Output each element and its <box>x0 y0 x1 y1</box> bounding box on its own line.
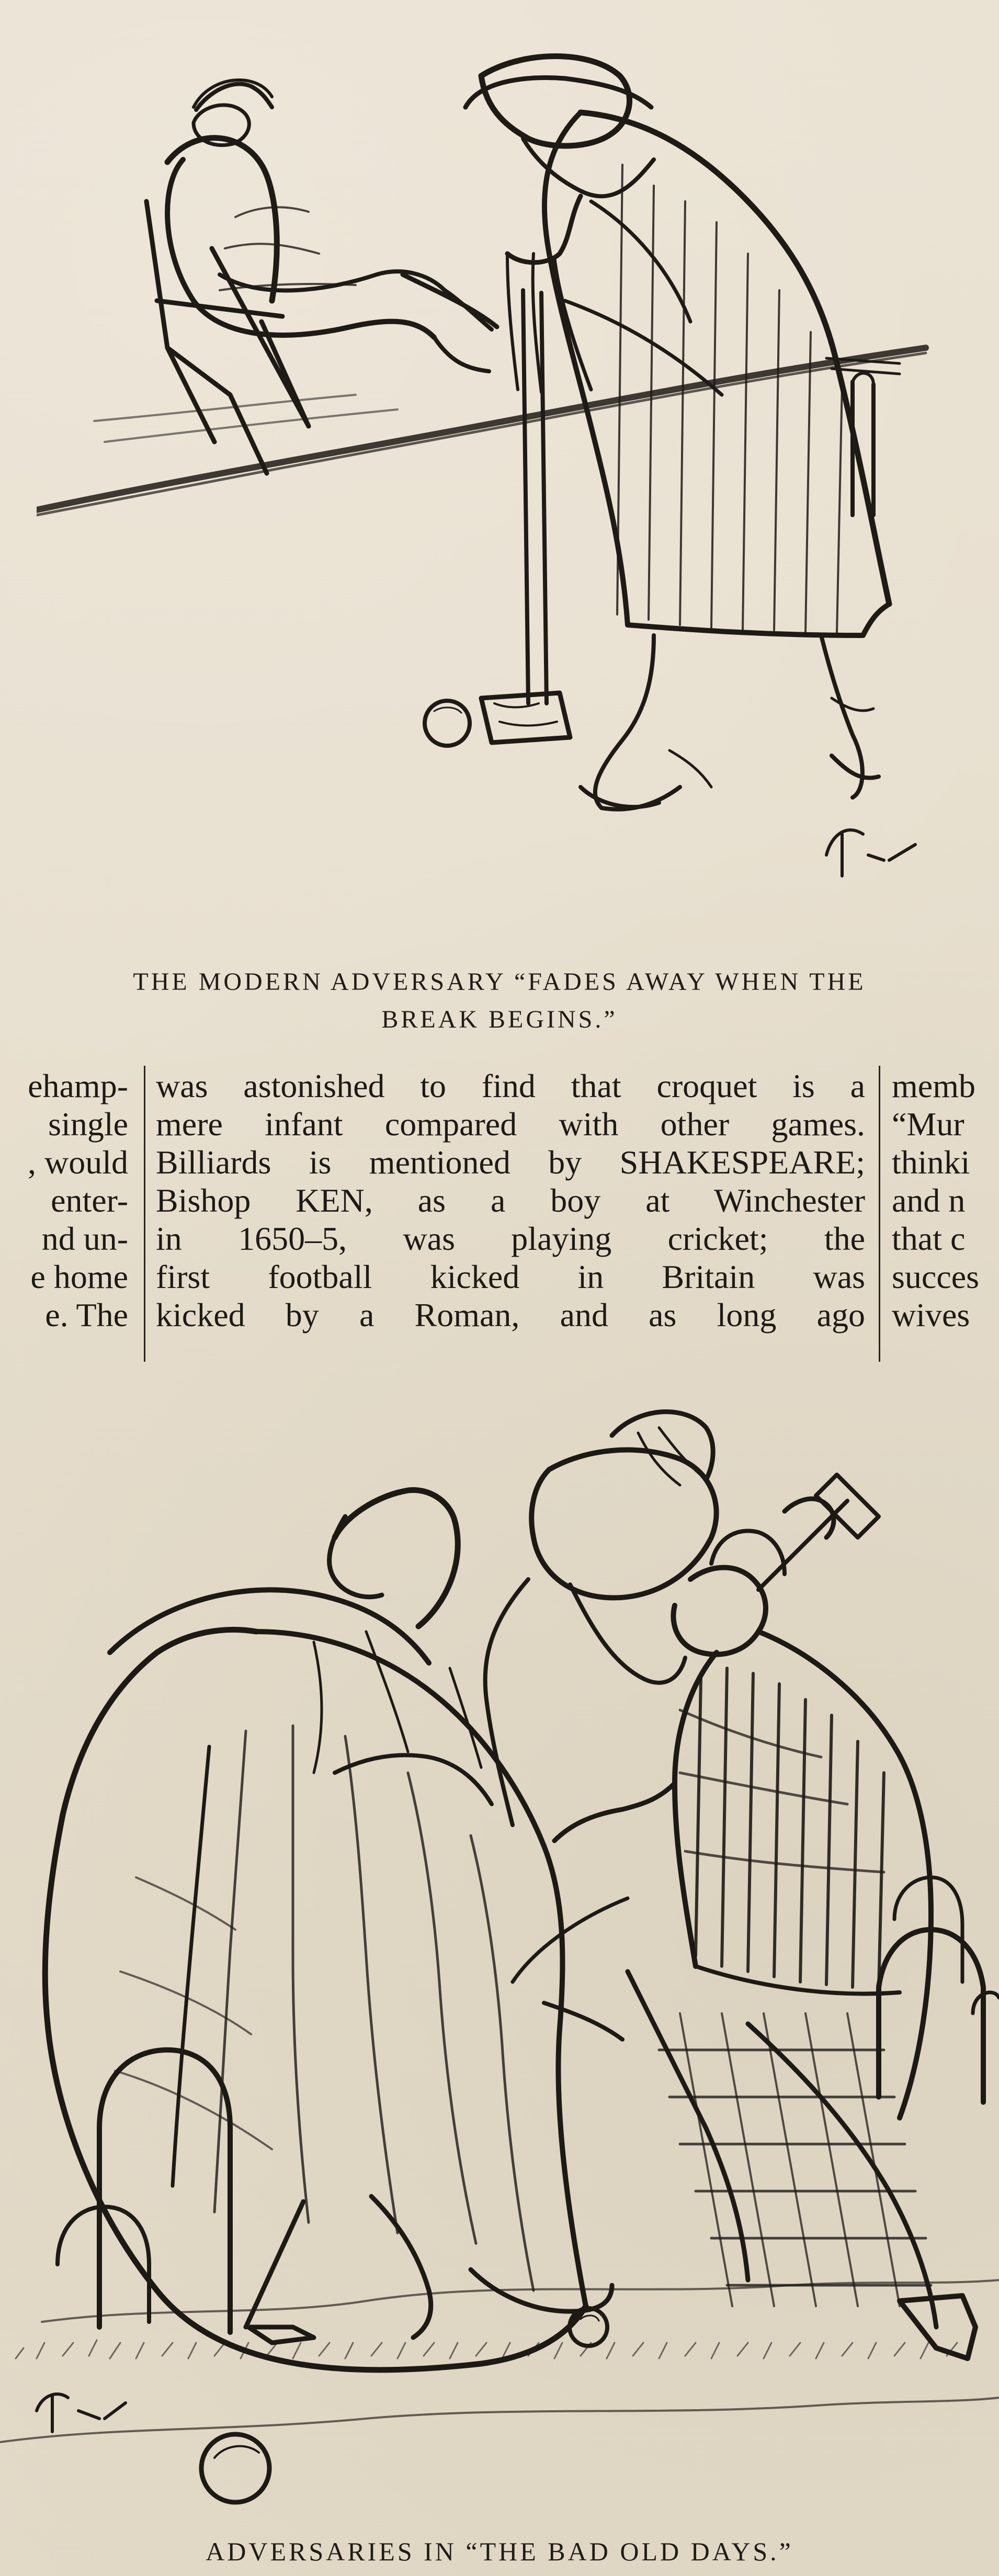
right-column-line: thinki <box>892 1144 970 1181</box>
middle-text-column <box>156 1067 865 1360</box>
left-column-line: e home <box>30 1258 128 1295</box>
top-caption-line-2: BREAK BEGINS.” <box>381 1006 618 1033</box>
middle-column-line: in 1650–5, was playing cricket; the <box>156 1220 865 1257</box>
left-column-line: single <box>48 1105 128 1143</box>
top-caption-line-1: THE MODERN ADVERSARY “FADES AWAY WHEN THE <box>133 968 866 996</box>
modern-croquet-illustration <box>37 29 983 949</box>
middle-column-line: first football kicked in Britain was <box>156 1258 865 1295</box>
middle-column-line: kicked by a Roman, and as long ago <box>156 1296 865 1333</box>
right-column-line: and n <box>892 1182 966 1219</box>
middle-column-line: Billiards is mentioned by SHAKESPEARE; <box>156 1144 865 1181</box>
right-column-line: wives <box>892 1296 970 1333</box>
right-column-line: succes <box>892 1258 980 1295</box>
left-column-line: ehamp- <box>28 1067 128 1104</box>
left-column-line: e. The <box>45 1296 128 1333</box>
right-text-column <box>892 1067 999 1360</box>
right-column-line: memb <box>892 1067 975 1104</box>
middle-column-line: Bishop KEN, as a boy at Winchester <box>156 1182 865 1219</box>
column-rule-right <box>879 1066 880 1362</box>
left-column-line: nd un- <box>41 1220 128 1257</box>
bottom-caption: ADVERSARIES IN “THE BAD OLD DAYS.” <box>206 2537 793 2566</box>
victorian-croquet-illustration <box>0 1407 999 2510</box>
right-column-line: “Mur <box>892 1105 964 1143</box>
middle-column-line: was astonished to find that croquet is a <box>156 1067 865 1104</box>
left-text-column <box>0 1067 128 1360</box>
left-column-line: enter- <box>51 1182 128 1219</box>
middle-column-line: mere infant compared with other games. <box>156 1105 865 1143</box>
column-rule-left <box>144 1066 145 1362</box>
right-column-line: that c <box>892 1220 966 1257</box>
left-column-line: , would <box>28 1144 128 1181</box>
